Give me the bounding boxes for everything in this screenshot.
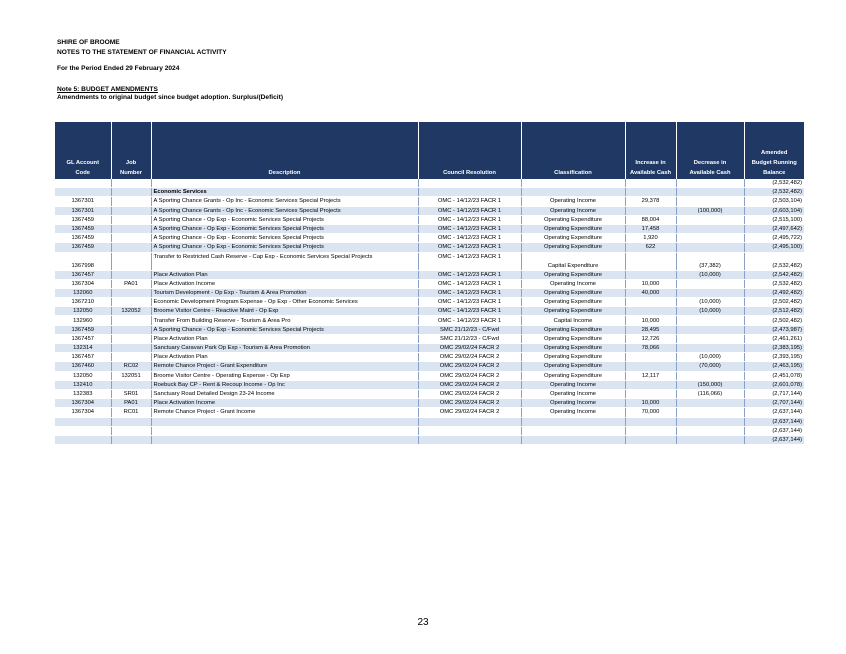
cell-increase [625,389,676,398]
cell-classification: Capital Income [521,316,625,325]
table-row [55,224,804,233]
report-period: For the Period Ended 29 February 2024 [57,65,180,72]
cell-job-number: SR01 [111,389,151,398]
cell-classification [521,426,625,435]
table-row [55,188,804,197]
cell-increase: 12,117 [625,371,676,380]
cell-classification: Operating Expenditure [521,334,625,343]
cell-gl-account: 1367460 [55,362,111,371]
budget-amendments-table [55,122,804,445]
table-row [55,215,804,224]
cell-council-resolution: OMC 29/02/24 FACR 2 [418,353,521,362]
table-row [55,380,804,389]
cell-increase [625,188,676,197]
cell-description: Place Activation Plan [151,270,418,279]
cell-gl-account [55,188,111,197]
cell-increase [625,353,676,362]
table-row [55,435,804,444]
cell-increase: 10,000 [625,399,676,408]
cell-job-number [111,288,151,297]
cell-classification: Operating Expenditure [521,362,625,371]
cell-council-resolution: SMC 21/12/23 - C/Fwd [418,334,521,343]
cell-classification [521,435,625,444]
cell-council-resolution: OMC - 14/12/23 FACR 1 [418,288,521,297]
cell-classification: Operating Expenditure [521,307,625,316]
cell-gl-account: 1367457 [55,353,111,362]
cell-decrease [676,316,744,325]
cell-balance: (2,495,722) [744,234,804,243]
cell-decrease [676,288,744,297]
cell-council-resolution [418,426,521,435]
cell-description: A Sporting Chance - Op Exp - Economic Services Special Projects [151,234,418,243]
cell-description [151,426,418,435]
cell-gl-account: 1367459 [55,325,111,334]
cell-classification: Operating Expenditure [521,270,625,279]
cell-increase: 622 [625,243,676,252]
cell-job-number: RC01 [111,408,151,417]
cell-classification: Operating Income [521,206,625,215]
cell-increase [625,426,676,435]
cell-job-number: 132051 [111,371,151,380]
cell-gl-account: 1367304 [55,408,111,417]
cell-decrease: (100,000) [676,206,744,215]
cell-job-number [111,426,151,435]
col-header-description: Description [151,122,418,179]
cell-classification: Operating Income [521,279,625,288]
cell-increase [625,380,676,389]
cell-gl-account: 132314 [55,344,111,353]
cell-gl-account: 132410 [55,380,111,389]
cell-council-resolution: OMC 29/02/24 FACR 2 [418,362,521,371]
cell-classification: Capital Expenditure [521,252,625,270]
cell-description: Remote Chance Project - Grant Expenditure [151,362,418,371]
cell-classification: Operating Expenditure [521,353,625,362]
cell-classification: Operating Expenditure [521,298,625,307]
table-row [55,252,804,270]
table-row [55,389,804,398]
cell-decrease: (10,000) [676,307,744,316]
cell-increase: 70,000 [625,408,676,417]
cell-job-number [111,252,151,270]
report-title: NOTES TO THE STATEMENT OF FINANCIAL ACTIVITY [57,49,227,56]
cell-job-number [111,353,151,362]
cell-job-number [111,243,151,252]
cell-decrease: (150,000) [676,380,744,389]
cell-description: Place Activation Income [151,279,418,288]
cell-job-number [111,224,151,233]
cell-council-resolution [418,179,521,188]
table-row [55,399,804,408]
cell-classification [521,188,625,197]
cell-gl-account: 132050 [55,307,111,316]
cell-gl-account: 1367301 [55,206,111,215]
table-row [55,243,804,252]
cell-decrease [676,371,744,380]
cell-balance: (2,503,104) [744,197,804,206]
cell-job-number [111,188,151,197]
cell-gl-account: 1367459 [55,224,111,233]
cell-job-number [111,325,151,334]
cell-decrease [676,399,744,408]
cell-council-resolution [418,435,521,444]
cell-job-number [111,435,151,444]
cell-classification: Operating Expenditure [521,344,625,353]
cell-balance: (2,637,144) [744,417,804,426]
note-subtitle: Amendments to original budget since budget adoption. Surplus/(Deficit) [57,94,284,101]
cell-gl-account [55,417,111,426]
cell-gl-account [55,179,111,188]
cell-job-number: RC02 [111,362,151,371]
cell-description: Broome Visitor Centre - Operating Expense - Op Exp [151,371,418,380]
col-header-job-number: Job Number [111,122,151,179]
cell-balance: (2,707,144) [744,399,804,408]
cell-description: A Sporting Chance - Op Exp - Economic Services Special Projects [151,215,418,224]
cell-council-resolution: SMC 21/12/23 - C/Fwd [418,325,521,334]
cell-gl-account: 1367459 [55,243,111,252]
cell-job-number [111,344,151,353]
cell-job-number: PA01 [111,279,151,288]
cell-gl-account: 1367998 [55,252,111,270]
cell-council-resolution: OMC - 14/12/23 FACR 1 [418,206,521,215]
cell-gl-account: 1367304 [55,279,111,288]
table-row [55,206,804,215]
cell-description: Transfer From Building Reserve - Tourism & Area Pro [151,316,418,325]
cell-decrease [676,243,744,252]
cell-description: Place Activation Plan [151,353,418,362]
table-row [55,362,804,371]
col-header-council-resolution: Council Resolution [418,122,521,179]
cell-decrease [676,234,744,243]
cell-description: A Sporting Chance Grants - Op Inc - Economic Services Special Projects [151,206,418,215]
cell-decrease: (10,000) [676,298,744,307]
cell-gl-account: 132050 [55,371,111,380]
cell-description: A Sporting Chance Grants - Op Inc - Economic Services Special Projects [151,197,418,206]
cell-description: Place Activation Plan [151,334,418,343]
cell-decrease [676,197,744,206]
cell-balance: (2,532,482) [744,188,804,197]
cell-job-number [111,316,151,325]
cell-balance: (2,495,100) [744,243,804,252]
cell-increase [625,435,676,444]
cell-description: Remote Chance Project - Grant Income [151,408,418,417]
cell-description: Tourism Development - Op Exp - Tourism & Area Promotion [151,288,418,297]
cell-classification: Operating Expenditure [521,224,625,233]
cell-council-resolution: OMC - 14/12/23 FACR 1 [418,252,521,270]
cell-balance: (2,532,482) [744,179,804,188]
cell-gl-account: 1367457 [55,270,111,279]
cell-description [151,417,418,426]
cell-balance: (2,383,195) [744,344,804,353]
cell-decrease [676,188,744,197]
table-header-row [55,122,804,179]
cell-decrease [676,334,744,343]
col-header-increase: Increase in Available Cash [625,122,676,179]
table-row [55,426,804,435]
table-row [55,179,804,188]
table-row [55,298,804,307]
cell-description: A Sporting Chance - Op Exp - Economic Services Special Projects [151,224,418,233]
table-row [55,371,804,380]
col-header-balance: Amended Budget Running Balance [744,122,804,179]
cell-balance: (2,603,104) [744,206,804,215]
table-row [55,279,804,288]
cell-job-number [111,417,151,426]
cell-classification [521,417,625,426]
cell-gl-account [55,435,111,444]
cell-gl-account: 132060 [55,288,111,297]
cell-gl-account: 1367457 [55,334,111,343]
cell-balance: (2,532,482) [744,279,804,288]
table-row [55,353,804,362]
cell-classification [521,179,625,188]
table-row [55,234,804,243]
cell-balance: (2,393,195) [744,353,804,362]
cell-job-number [111,179,151,188]
cell-classification: Operating Income [521,389,625,398]
cell-gl-account: 132960 [55,316,111,325]
cell-balance: (2,532,482) [744,252,804,270]
cell-gl-account: 132383 [55,389,111,398]
cell-description: Sanctuary Road Detailed Design 23-24 Income [151,389,418,398]
cell-increase [625,179,676,188]
cell-increase: 29,378 [625,197,676,206]
cell-council-resolution: OMC 29/02/24 FACR 2 [418,408,521,417]
cell-gl-account: 1367459 [55,215,111,224]
cell-decrease: (10,000) [676,353,744,362]
table-row [55,325,804,334]
cell-decrease [676,325,744,334]
table-row [55,197,804,206]
org-name: SHIRE OF BROOME [57,39,120,46]
cell-balance: (2,502,482) [744,316,804,325]
cell-decrease [676,215,744,224]
cell-job-number [111,298,151,307]
cell-increase [625,252,676,270]
cell-gl-account: 1367210 [55,298,111,307]
cell-balance: (2,637,144) [744,426,804,435]
cell-decrease [676,224,744,233]
cell-decrease [676,279,744,288]
cell-description: Broome Visitor Centre - Reactive Maint - Op Exp [151,307,418,316]
cell-increase: 10,000 [625,279,676,288]
cell-classification: Operating Expenditure [521,288,625,297]
cell-balance: (2,497,642) [744,224,804,233]
table-row [55,344,804,353]
cell-description: Transfer to Restricted Cash Reserve - Cap Exp - Economic Services Special Projects [151,252,418,270]
cell-classification: Operating Expenditure [521,234,625,243]
cell-decrease: (116,066) [676,389,744,398]
cell-description: Place Activation Income [151,399,418,408]
table-row [55,288,804,297]
cell-gl-account [55,426,111,435]
cell-balance: (2,515,100) [744,215,804,224]
cell-council-resolution: OMC - 14/12/23 FACR 1 [418,215,521,224]
cell-council-resolution: OMC - 14/12/23 FACR 1 [418,234,521,243]
cell-job-number [111,334,151,343]
cell-classification: Operating Income [521,408,625,417]
cell-description: Economic Development Program Expense - Op Exp - Other Economic Services [151,298,418,307]
cell-council-resolution: OMC - 14/12/23 FACR 1 [418,316,521,325]
cell-decrease: (70,000) [676,362,744,371]
cell-increase [625,298,676,307]
table-row [55,316,804,325]
cell-balance: (2,512,482) [744,307,804,316]
cell-increase: 88,004 [625,215,676,224]
cell-job-number [111,206,151,215]
cell-classification: Operating Income [521,380,625,389]
cell-balance: (2,451,078) [744,371,804,380]
cell-job-number [111,234,151,243]
cell-gl-account: 1367459 [55,234,111,243]
cell-job-number: PA01 [111,399,151,408]
cell-job-number: 132052 [111,307,151,316]
cell-classification: Operating Expenditure [521,325,625,334]
col-header-gl-account: GL Account Code [55,122,111,179]
table-body [55,179,804,445]
cell-balance: (2,542,482) [744,270,804,279]
cell-decrease [676,408,744,417]
cell-job-number [111,215,151,224]
cell-classification: Operating Income [521,197,625,206]
table-row [55,334,804,343]
table-row [55,408,804,417]
cell-council-resolution: OMC - 14/12/23 FACR 1 [418,243,521,252]
cell-job-number [111,270,151,279]
cell-council-resolution [418,417,521,426]
cell-classification: Operating Expenditure [521,243,625,252]
cell-decrease: (37,382) [676,252,744,270]
cell-description: Sanctuary Caravan Park Op Exp - Tourism & Area Promotion [151,344,418,353]
cell-balance: (2,492,482) [744,288,804,297]
cell-council-resolution: OMC 29/02/24 FACR 2 [418,380,521,389]
cell-job-number [111,197,151,206]
cell-council-resolution: OMC 29/02/24 FACR 2 [418,344,521,353]
cell-council-resolution: OMC - 14/12/23 FACR 1 [418,224,521,233]
cell-balance: (2,637,144) [744,408,804,417]
cell-classification: Operating Income [521,399,625,408]
cell-description [151,435,418,444]
table-row [55,417,804,426]
cell-balance: (2,502,482) [744,298,804,307]
cell-increase: 1,920 [625,234,676,243]
cell-decrease [676,417,744,426]
cell-description: A Sporting Chance - Op Exp - Economic Services Special Projects [151,325,418,334]
page-number: 23 [417,617,429,628]
cell-balance: (2,717,144) [744,389,804,398]
table-row [55,270,804,279]
cell-decrease [676,179,744,188]
cell-classification: Operating Expenditure [521,215,625,224]
cell-decrease [676,344,744,353]
cell-increase [625,270,676,279]
cell-increase: 17,458 [625,224,676,233]
col-header-decrease: Decrease in Available Cash [676,122,744,179]
cell-increase: 10,000 [625,316,676,325]
cell-increase [625,362,676,371]
cell-council-resolution: OMC - 14/12/23 FACR 1 [418,270,521,279]
cell-gl-account: 1367301 [55,197,111,206]
cell-council-resolution [418,188,521,197]
note-heading: Note 5: BUDGET AMENDMENTS [57,86,158,93]
cell-balance: (2,463,195) [744,362,804,371]
cell-council-resolution: OMC 29/02/24 FACR 2 [418,389,521,398]
cell-balance: (2,601,078) [744,380,804,389]
cell-council-resolution: OMC - 14/12/23 FACR 1 [418,307,521,316]
cell-council-resolution: OMC 29/02/24 FACR 2 [418,371,521,380]
cell-decrease: (10,000) [676,270,744,279]
cell-increase [625,417,676,426]
cell-gl-account: 1367304 [55,399,111,408]
cell-job-number [111,380,151,389]
cell-classification: Operating Expenditure [521,371,625,380]
cell-description: Roebuck Bay CP - Rent & Recoup Income - Op Inc [151,380,418,389]
cell-decrease [676,426,744,435]
table-row [55,307,804,316]
cell-description: A Sporting Chance - Op Exp - Economic Services Special Projects [151,243,418,252]
cell-description: Economic Services [151,188,418,197]
cell-increase [625,206,676,215]
cell-council-resolution: OMC - 14/12/23 FACR 1 [418,298,521,307]
cell-council-resolution: OMC - 14/12/23 FACR 1 [418,279,521,288]
cell-increase: 40,000 [625,288,676,297]
col-header-classification: Classification [521,122,625,179]
cell-balance: (2,473,987) [744,325,804,334]
cell-decrease [676,435,744,444]
cell-increase: 12,726 [625,334,676,343]
cell-council-resolution: OMC - 14/12/23 FACR 1 [418,197,521,206]
cell-balance: (2,637,144) [744,435,804,444]
cell-increase [625,307,676,316]
cell-council-resolution: OMC 29/02/24 FACR 2 [418,399,521,408]
cell-increase: 28,495 [625,325,676,334]
cell-balance: (2,461,261) [744,334,804,343]
cell-increase: 78,066 [625,344,676,353]
cell-description [151,179,418,188]
